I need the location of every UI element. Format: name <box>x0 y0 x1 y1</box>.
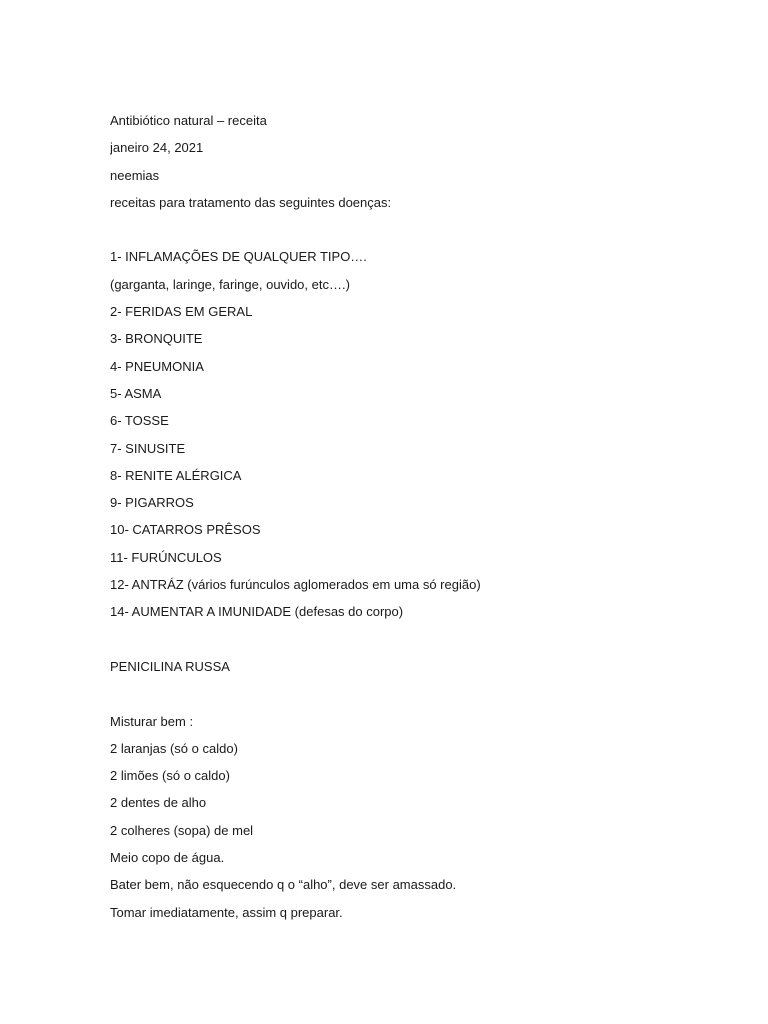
disease-item: 3- BRONQUITE <box>110 331 203 347</box>
spacer <box>110 220 730 247</box>
step-item: Bater bem, não esquecendo q o “alho”, deve ser amassado. <box>110 877 457 893</box>
document-intro: receitas para tratamento das seguintes doenças: <box>110 194 392 210</box>
step-item: Tomar imediatamente, assim q preparar. <box>110 904 343 920</box>
disease-item: 9- PIGARROS <box>110 495 194 511</box>
ingredient-list <box>110 739 730 875</box>
ingredient-item: 2 laranjas (só o caldo) <box>110 740 238 756</box>
document-date: janeiro 24, 2021 <box>110 140 204 156</box>
spacer <box>110 684 730 711</box>
disease-item: 14- AUMENTAR A IMUNIDADE (defesas do corpo) <box>110 604 404 620</box>
disease-item: 11- FURÚNCULOS <box>110 549 222 565</box>
document-body <box>110 111 730 930</box>
disease-item: 7- SINUSITE <box>110 440 186 456</box>
spacer <box>110 630 730 657</box>
disease-list <box>110 247 730 629</box>
step-list <box>110 875 730 930</box>
document-title: Antibiótico natural – receita <box>110 113 267 128</box>
ingredient-item: 2 colheres (sopa) de mel <box>110 822 254 838</box>
disease-item: 10- CATARROS PRÊSOS <box>110 522 261 538</box>
disease-item: 12- ANTRÁZ (vários furúnculos aglomerados em uma só região) <box>110 577 481 593</box>
ingredient-item: 2 dentes de alho <box>110 795 207 811</box>
disease-item: 5- ASMA <box>110 385 162 401</box>
disease-item: 1- INFLAMAÇÕES DE QUALQUER TIPO…. <box>110 249 367 265</box>
disease-item: 6- TOSSE <box>110 413 169 429</box>
ingredient-item: 2 limões (só o caldo) <box>110 768 230 784</box>
instructions-header: Misturar bem : <box>110 713 194 729</box>
recipe-title: PENICILINA RUSSA <box>110 658 230 674</box>
disease-item: 2- FERIDAS EM GERAL <box>110 304 253 320</box>
ingredient-item: Meio copo de água. <box>110 850 225 866</box>
disease-item: (garganta, laringe, faringe, ouvido, etc….) <box>110 276 350 292</box>
disease-item: 8- RENITE ALÉRGICA <box>110 467 242 483</box>
document-author: neemias <box>110 167 160 183</box>
disease-item: 4- PNEUMONIA <box>110 358 204 374</box>
